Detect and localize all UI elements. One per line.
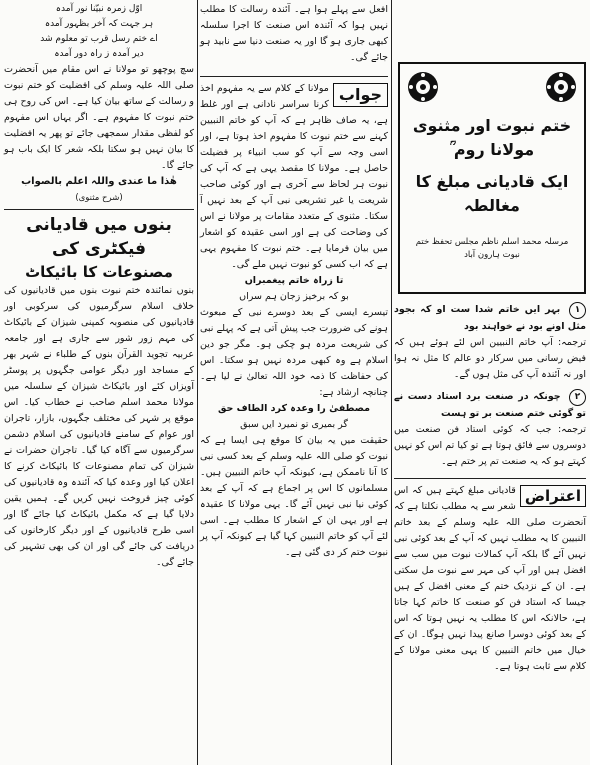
verse-line: دیر آمدہ ز راہ دور آمدہ [54,49,144,59]
body-paragraph: تیسرے ایسی کے بعد دوسرے نبی کے مبعوث ہونے کی ضرورت جب پیش آتی ہے کہ پہلے نبی کی شریعت مردہ ہو چکی ہو۔ مگر جو دین اسلام ہے وہ کبھی مردہ نہیں ہو سکتا۔ اس کی حفاظت کا ذمہ خود اللہ تعالیٰ نے لیا ہے۔ چنانچہ ارشاد ہے: [200,307,388,398]
section-divider [4,209,194,210]
verse-line: تا زراہ خاتم پیغمبراں [244,275,344,286]
item-verse: چونکہ در صنعت برد استاد دست نے تو گوئی ختم صنعت بر تو ہست [394,391,586,419]
body-paragraph: افعل سے پہلے ہوا ہے۔ آئندہ رسالت کا مطلب نہیں ہوا کہ آئندہ اس صنعت کا اجرا سلسلہ کبھی جاری ہو گا اور یہ صنعت دنیا سے نابید ہو جائے گی۔ [200,4,388,63]
column-rule-right [391,0,392,765]
left-column [4,2,194,571]
body-paragraph: بنوں نمائندہ ختم نبوت بنوں میں قادیانیوں کی خلاف اسلام سرگرمیوں کی سرکوبی اور قادیانیوں کی منصوبہ کمپنی شیزان کے بائیکاٹ کی مہم زور شور سے جاری ہے اور جامعہ عربیہ تجوید القرآن بنوں کے طلباء نے شہر بھر کے مساجد اور دیگر عوامی جگہوں پر پوسٹر آویزاں کئے اور بائیکاٹ شیزان کے سلسلہ میں مولانا محمد اسلم صاحب نے خطاب کیا۔ اس موقع پر شہر کی مختلف جگہوں، بازار، تاجران اور عوام کے سامنے قادیانیوں کی اسلام دشمن سرگرمیوں سے آگاہ کیا گیا۔ تاجران حضرات نے شیزان کی تمام مصنوعات کا بائیکاٹ کرنے کا اعلان کیا اور وعدہ کیا کہ آئندہ وہ قادیانیوں کی کوئی چیز فروخت نہیں کریں گے۔ ہمیں یقین دلایا گیا ہے کہ مکمل بائیکاٹ کیا جائے گا اور اسی طرح قادیانیوں کے اور دیگر کارخانوں کی دریافت کی جائے گی اور ان کی بھی تشہیر کی جائے گی۔ [4,285,194,568]
verse-line: مصطفیٰ را وعدہ کرد الطاف حق [217,403,371,414]
verse-line: اوّل زمرہ نبیّنا نور آمدہ [55,4,143,14]
body-paragraph: سچ پوچھو تو مولانا نے اس مقام میں آنحضرت صلی اللہ علیہ وسلم کی افضلیت کو ختم نبوت و رسالت کے ساتھ بیان کیا ہے۔ اس کی روح ہی ختم نبوت کا مفہوم ہے۔ اگر یہاں اس مفہوم کو لفظی مقدار سمجھی جائے تو پھر یہ افضلیت کا بیان نہیں ہو سکتا بلکہ شعر کا ایک باب ہو جائے گا۔ [4,64,194,171]
item-translation: ترجمہ: آپ خاتم النبیین اس لئے ہوئے ہیں کہ فیض رسانی میں سرکار دو عالم کا مثل نہ ہوا اور نہ آئندہ آپ کی مثل ہوں گے۔ [394,337,586,380]
item-verse: بہر ایں خاتم شدا ست او کہ بجود مثل اونے بود نے خواہند بود [394,304,586,332]
item-2 [394,389,586,470]
ornament-icon [544,70,578,104]
verse-line: گر بمیری تو نمیرد ایں سبق [240,419,348,430]
verse-line: ہر جہت کہ آخر بظہور آمدہ [44,19,154,29]
item-number: ١ [569,302,586,319]
verse-line: بو کہ برخیز زجان ہم سراں [239,291,349,302]
article-heading: بنوں میں قادیانی فیکٹری کی [26,215,172,259]
item-translation: ترجمہ: جب کہ کوئی استاد فن صنعت میں دوسروں سے فائق ہوتا ہے تو کیا تم اس کو نہیں کہتے ہو کہ یہ صنعت تم پر ختم ہے۔ [394,424,586,467]
column-rule-left [197,0,198,765]
article-title-box [398,62,586,294]
right-column [394,2,586,675]
section-divider [394,478,586,479]
answer-label: جواب [333,83,388,107]
item-number: ٢ [569,389,586,406]
ornament-icon [406,70,440,104]
body-paragraph: قادیانی مبلغ کہتے ہیں کہ اس شعر سے یہ مطلب نکلتا ہے کہ آنحضرت صلی اللہ علیہ وسلم کے بعد خاتم النبیین کا یہ مطلب نہیں کہ آپ کے بعد کوئی نبی نہیں آئے گا بلکہ آپ کمالات نبوت میں سب سے افضل ہیں اور آپ کی مہر سے نبوت مل سکتی ہے۔ ان کے نزدیک ختم کے معنی افضل کے ہیں جیسا کہ استاد فن کو صنعت کا خاتم کہا جاتا ہے، حالانکہ اس کا مطلب یہ نہیں ہوتا کہ اس کے بعد کوئی دوسرا صانع پیدا نہیں ہوگا۔ ان کے خیال میں خاتم النبیین کا یہی معنی مولانا کے کلام سے ثابت ہوتا ہے۔ [394,485,586,672]
section-divider [200,76,388,77]
body-paragraph: مولانا کے کلام سے یہ مفہوم اخذ کرنا سراسر نادانی ہے اور غلط ہے، یہ صاف ظاہر ہے کہ آپ کو خاتم النبیین کہنے سے ختم نبوت کا مفہوم اخذ ہوتا ہے، اور اسی وجہ سے آپ کو سب انبیاء پر فضیلت حاصل ہے۔ مولانا کا مقصد یہی ہے کہ آپ کی نبوت ہر لحاظ سے آخری ہے اور کوئی صاحب شریعت یا غیر تشریعی نبی آپ کے بعد نہیں آ سکتا۔ مثنوی کے متعدد مقامات پر مولانا نے اس کی وضاحت کی ہے اور اسی عقیدہ کو اشعار میں بیان فرمایا ہے۔ ختم نبوت کا مفہوم یہی ہے کہ اب کسی کو نبوت نہیں ملے گی۔ [200,83,388,270]
objection-label: اعتراض [520,485,586,507]
body-paragraph: حقیقت میں یہ بیان کا موقع ہی ایسا ہے کہ نبوت کو صلی اللہ علیہ وسلم کے بعد کسی نبی کا آنا ناممکن ہے، کیونکہ آپ خاتم النبیین ہیں۔ مسلمانوں کا اس پر اجماع ہے کہ آپ کے بعد کوئی نیا نبی نہیں آئے گا۔ یہی مولانا کا عقیدہ ہے اور یہی ان کے اشعار کا مطلب ہے۔ اسی لئے آپ کو خاتم النبیین کہا گیا ہے کیونکہ آپ پر نبوت ختم کر دی گئی ہے۔ [200,435,388,558]
verse-line: اے ختم رسل قرب تو معلوم شد [40,34,158,44]
middle-column [200,2,388,561]
article-heading-secondary: مصنوعات کا بائیکاٹ [25,263,173,281]
source-note: (شرح مثنوی) [75,193,123,203]
title-line-1: ختم نبوت اور مثنوی مولانا روم ؒ [412,116,572,159]
title-line-2: ایک قادیانی مبلغ کا مغالطہ [415,172,569,215]
author-credit: مرسلہ محمد اسلم ناظم مجلس تحفظ ختم نبوت ہارون آباد [415,237,569,260]
closing-line: ھٰذا ما عندی واللہ اعلم بالصواب [21,176,177,187]
item-1 [394,302,586,383]
